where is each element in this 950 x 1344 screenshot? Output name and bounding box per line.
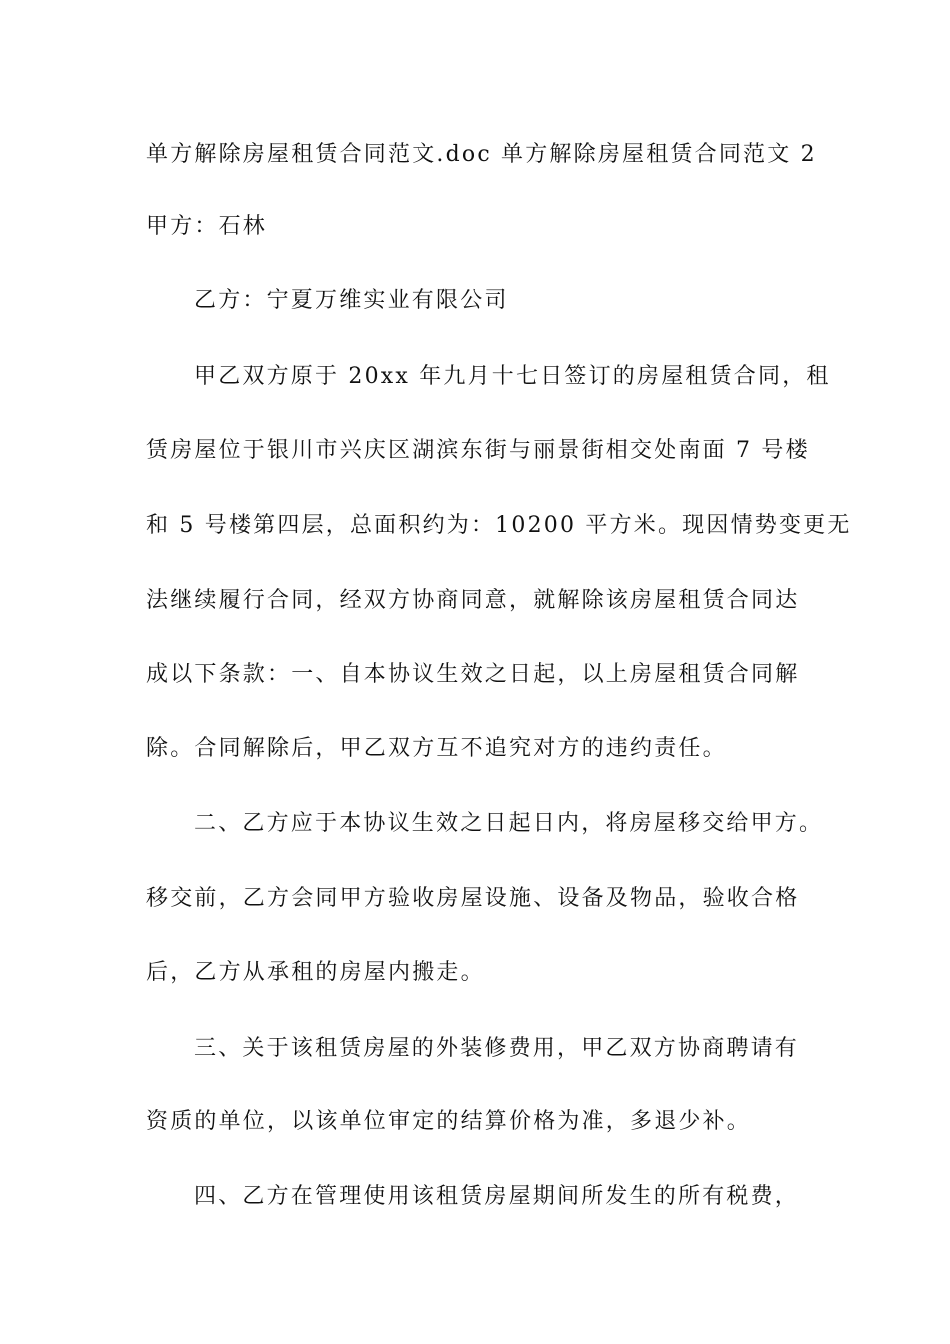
body-line: 赁房屋位于银川市兴庆区湖滨东街与丽景街相交处南面 7 号楼 — [146, 438, 810, 463]
body-line: 法继续履行合同，经双方协商同意，就解除该房屋租赁合同达 — [146, 588, 800, 613]
body-line: 除。合同解除后，甲乙双方互不追究对方的违约责任。 — [146, 736, 727, 761]
document-title-line: 单方解除房屋租赁合同范文.doc 单方解除房屋租赁合同范文 2 — [146, 142, 817, 167]
clause-three-line: 三、关于该租赁房屋的外装修费用，甲乙双方协商聘请有 — [194, 1036, 800, 1061]
body-line: 资质的单位，以该单位审定的结算价格为准，多退少补。 — [146, 1109, 752, 1134]
body-line: 甲乙双方原于 20xx 年九月十七日签订的房屋租赁合同，租 — [194, 364, 831, 389]
party-b-line: 乙方：宁夏万维实业有限公司 — [194, 288, 509, 313]
body-line: 移交前，乙方会同甲方验收房屋设施、设备及物品，验收合格 — [146, 886, 800, 911]
party-a-line: 甲方：石林 — [146, 214, 268, 239]
body-line: 和 5 号楼第四层，总面积约为：10200 平方米。现因情势变更无 — [146, 513, 852, 538]
clause-two-line: 二、乙方应于本协议生效之日起日内，将房屋移交给甲方。 — [194, 811, 824, 836]
clause-four-line: 四、乙方在管理使用该租赁房屋期间所发生的所有税费， — [194, 1184, 800, 1209]
body-line: 成以下条款：一、自本协议生效之日起，以上房屋租赁合同解 — [146, 662, 800, 687]
body-line: 后，乙方从承租的房屋内搬走。 — [146, 960, 485, 985]
